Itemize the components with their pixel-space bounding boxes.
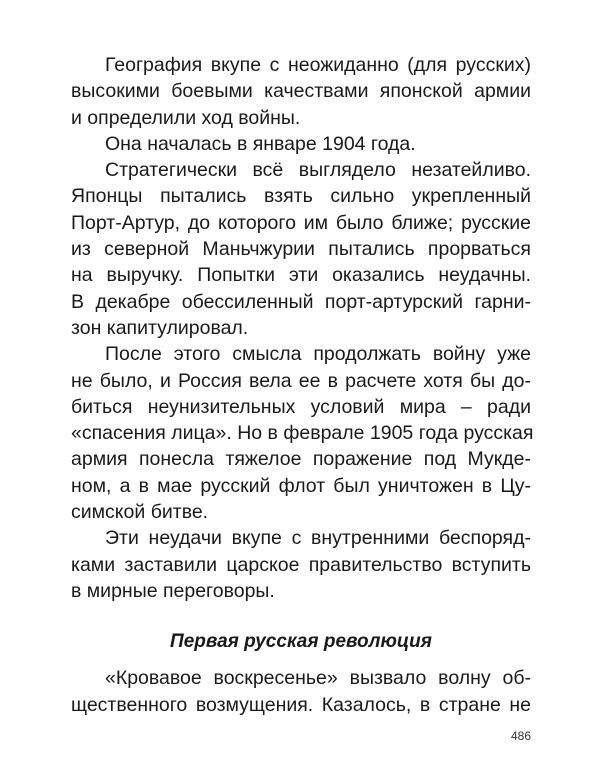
text-line: биться неунизительных условий мира – ради — [71, 395, 531, 418]
text-line: высокими боевыми качествами японской армии — [71, 80, 531, 103]
text-line: Она началась в январе 1904 года. — [105, 132, 416, 155]
text-line: «Кровавое воскресенье» вызвало волну об- — [105, 667, 531, 690]
paragraph-bloody-sunday — [71, 665, 531, 718]
text-line: Стратегически всё выглядело незатейливо. — [105, 159, 531, 182]
text-line: из северной Маньчжурии пытались прорваться — [71, 238, 531, 261]
text-line: В декабре обессиленный порт-артурский гарни- — [71, 290, 531, 313]
text-line: армия понесла тяжелое поражение под Мукде- — [71, 448, 531, 471]
text-line: Японцы пытались взять сильно укрепленный — [71, 185, 531, 208]
text-line: География вкупе с неожиданно (для русских) — [105, 54, 531, 76]
paragraph-geography — [71, 52, 531, 131]
text-line: щественного возмущения. Казалось, в стране не — [71, 693, 531, 716]
text-line: симской битве. — [71, 501, 209, 524]
text-line: ками заставили царское правительство вступить — [71, 553, 531, 576]
paragraph-war-start — [71, 131, 531, 157]
text-line: «спасения лица». Но в феврале 1905 года русская — [71, 422, 534, 445]
text-line: и определили ход войны. — [71, 106, 301, 129]
paragraph-strategy — [71, 157, 531, 341]
text-line: Порт-Артур, до которого им было ближе; русские — [71, 211, 531, 234]
text-line: ном, а в мае русский флот был уничтожен в Цу- — [71, 474, 531, 497]
section-heading: Первая русская революция — [170, 631, 432, 653]
paragraph-after-capitulation — [71, 341, 534, 525]
text-line: После этого смысла продолжать войну уже — [105, 343, 531, 366]
page-text — [71, 52, 534, 718]
paragraph-peace-talks — [71, 525, 531, 604]
text-line: в мирные переговоры. — [71, 579, 275, 602]
text-line: не было, и Россия вела ее в расчете хотя бы до- — [71, 369, 531, 392]
text-line: зон капитулировал. — [71, 316, 249, 339]
text-line: Эти неудачи вкупе с внутренними беспоряд- — [105, 527, 531, 550]
page-number: 486 — [511, 729, 532, 743]
text-line: на выручку. Попытки эти оказались неудачны. — [71, 264, 531, 287]
